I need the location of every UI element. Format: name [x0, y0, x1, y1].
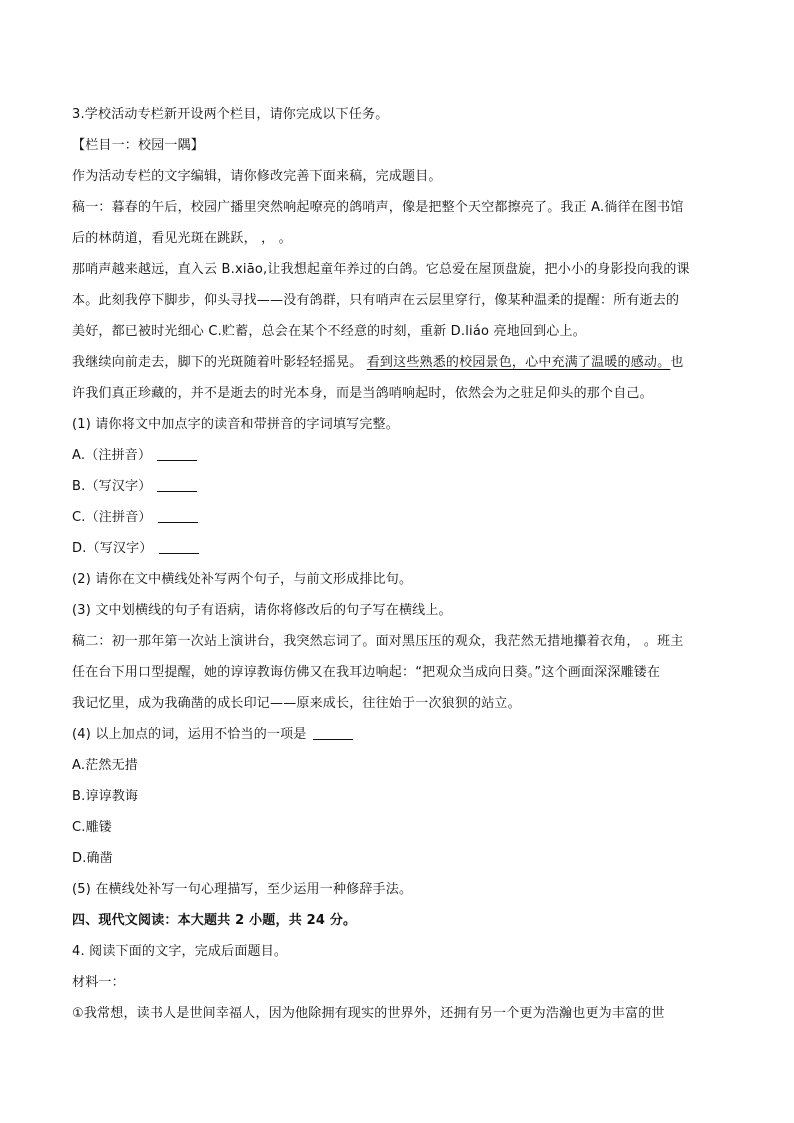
- answer-blank[interactable]: [157, 450, 197, 461]
- draft-1-line: 许我们真正珍藏的，并不是逝去的时光本身，而是当鸽哨响起时，依然会为之驻足仰头的那个自己。: [72, 386, 653, 401]
- underlined-sentence: 看到这些熟悉的校园景色，心中充满了温暖的感动。: [366, 355, 671, 370]
- draft-1-text: 我继续向前走去，脚下的光斑随着叶影轻轻摇晃。: [72, 355, 367, 370]
- material-1-paragraph: ①我常想，读书人是世间幸福人，因为他除拥有现实的世界外，还拥有另一个更为浩瀚也更为丰富的世: [72, 1006, 665, 1021]
- answer-line-d: [72, 533, 726, 564]
- answer-line-b: [72, 471, 726, 502]
- sub-question-2: (2) 请你在文中横线处补写两个句子，与前文形成排比句。: [72, 572, 413, 587]
- draft-1-line-with-underline: [72, 347, 726, 378]
- choice-d: D.确凿: [72, 851, 113, 866]
- answer-blank[interactable]: [159, 543, 199, 554]
- sub-question-1: (1) 请你将文中加点字的读音和带拼音的字词填写完整。: [72, 417, 399, 432]
- choice-c: C.雕镂: [72, 820, 113, 835]
- task-intro: 作为活动专栏的文字编辑，请你修改完善下面来稿，完成题目。: [72, 169, 442, 184]
- choice-a: A.茫然无措: [72, 758, 138, 773]
- option-label: B.（写汉字）: [72, 479, 152, 494]
- section-4-heading: 四、现代文阅读：本大题共 2 小题，共 24 分。: [72, 913, 357, 928]
- answer-line-c: [72, 502, 726, 533]
- draft-2-line: 稿二：初一那年第一次站上演讲台，我突然忘词了。面对黑压压的观众，我茫然无措地攥着衣角， 。班主: [72, 634, 684, 649]
- draft-1-line: 后的林荫道，看见光斑在跳跃， ， 。: [72, 231, 292, 246]
- draft-1-line: 美好，都已被时光细心 C.贮蓄，总会在某个不经意的时刻，重新 D.liáo 亮地回到心上。: [72, 324, 586, 339]
- material-1-label: 材料一：: [72, 975, 125, 990]
- answer-line-a: [72, 440, 726, 471]
- document-page: [72, 99, 726, 1029]
- draft-2-line: 任在台下用口型提醒，她的谆谆教诲仿佛又在我耳边响起：“把观众当成向日葵。”这个画面深深雕镂在: [72, 665, 661, 680]
- option-label: A.（注拼音）: [72, 448, 152, 463]
- question-3-title: 3.学校活动专栏新开设两个栏目，请你完成以下任务。: [72, 107, 389, 122]
- draft-1-line: 那哨声越来越远，直入云 B.xiāo,让我想起童年养过的白鸽。它总爱在屋顶盘旋，把小小的身影投向我的课: [72, 262, 690, 277]
- sub-question-5: (5) 在横线处补写一句心理描写，至少运用一种修辞手法。: [72, 882, 413, 897]
- question-4-title: 4. 阅读下面的文字，完成后面题目。: [72, 944, 288, 959]
- answer-blank[interactable]: [157, 481, 197, 492]
- draft-1-line: 本。此刻我停下脚步，仰头寻找——没有鸽群，只有哨声在云层里穿行，像某种温柔的提醒：所有逝去的: [72, 293, 680, 308]
- sub-question-3: (3) 文中划横线的句子有语病，请你将修改后的句子写在横线上。: [72, 603, 452, 618]
- answer-blank[interactable]: [313, 729, 353, 740]
- choice-b: B.谆谆教诲: [72, 789, 139, 804]
- draft-1-text-tail: 也: [670, 355, 684, 370]
- option-label: D.（写汉字）: [72, 541, 153, 556]
- sub-question-4: [72, 719, 726, 750]
- answer-blank[interactable]: [158, 512, 198, 523]
- column-1-heading: 【栏目一：校园一隅】: [72, 138, 205, 153]
- draft-1-line: 稿一：暮春的午后，校园广播里突然响起嘹亮的鸽哨声，像是把整个天空都擦亮了。我正 A.徜徉在图书馆: [72, 200, 684, 215]
- option-label: C.（注拼音）: [72, 510, 152, 525]
- draft-2-line: 我记忆里，成为我确凿的成长印记——原来成长，往往始于一次狼狈的站立。: [72, 696, 521, 711]
- sub-question-4-text: (4) 以上加点的词，运用不恰当的一项是: [72, 727, 307, 742]
